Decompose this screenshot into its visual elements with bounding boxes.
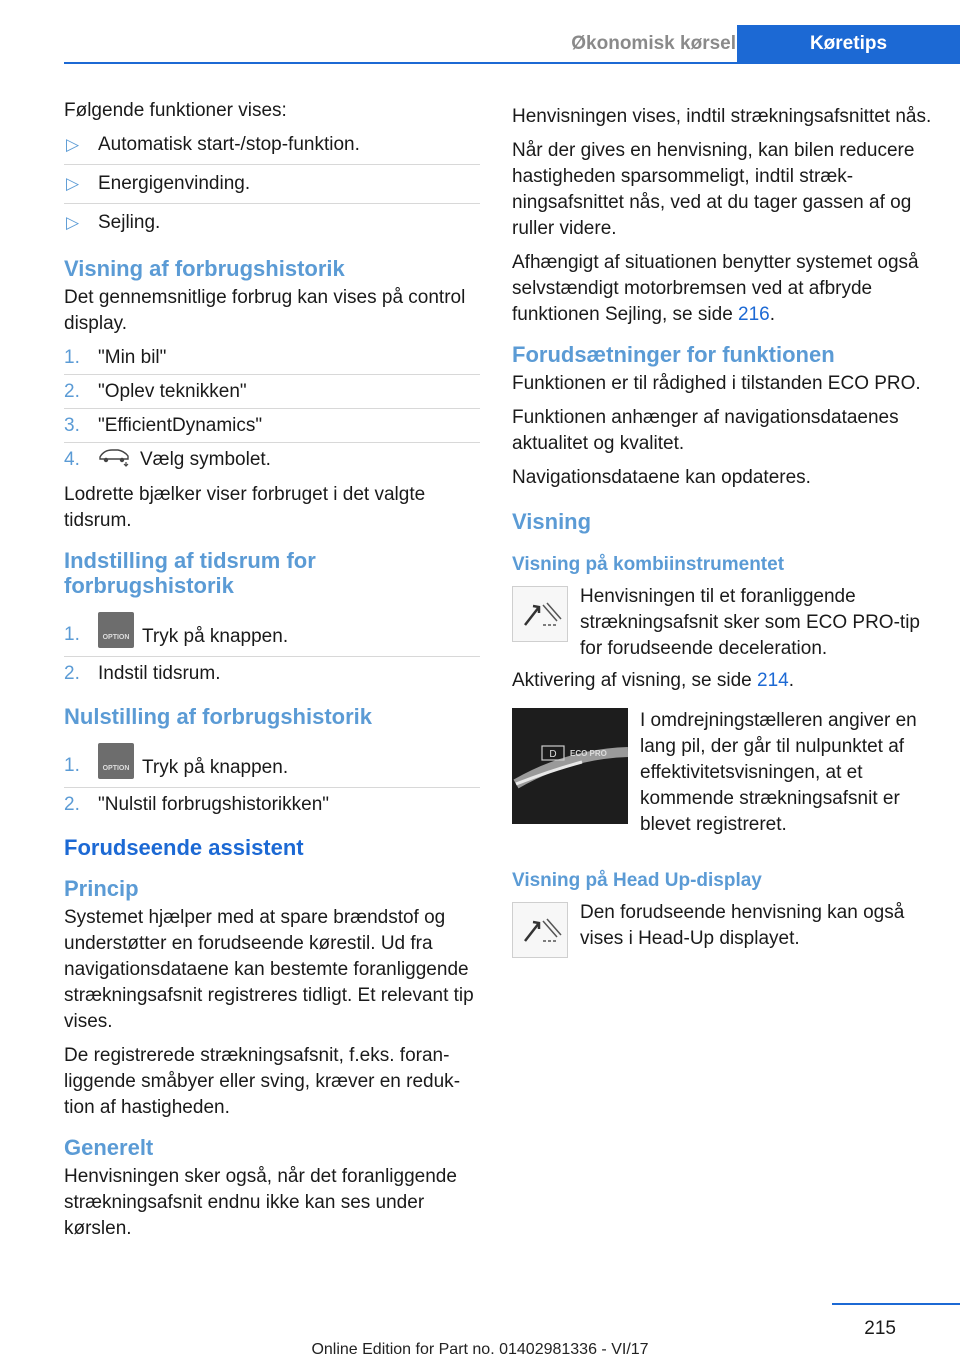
paragraph: Henvisningen til et foranliggende strækningsafsnit sker som ECO PRO-tip for forudseende deceleration. [580,586,920,659]
list-item [64,379,480,409]
step-text: Indstil tidsrum. [98,663,221,684]
road-curve-warning-icon [512,586,568,642]
right-column [512,104,932,964]
left-column [64,98,480,1250]
triangle-bullet-icon: ▷ [66,135,80,154]
paragraph-text: Aktivering af visning, se side [512,670,758,691]
paragraph: Funktionen anhænger af navigationsdataenes aktualitet og kvalitet. [512,407,899,454]
page-number: 215 [864,1318,896,1339]
header-rule [64,62,960,64]
list-item [64,210,480,242]
step-text: Tryk på knappen. [142,626,289,647]
list-item [64,132,480,165]
paragraph: Systemet hjælper med at spare brændstof og understøtter en forudseende kørestil. Ud fra navigationsdataene kan bestemte foranliggende strækningsafsnit registreres tidligt. Et relevant tip vises. [64,907,474,1032]
list-item [64,661,480,690]
list-item [64,447,480,476]
step-number: 4. [64,449,80,470]
heading-kombiinstrument: Visning på kombiinstrumentet [512,554,785,575]
option-button-icon [98,743,134,779]
list-item-text: Automatisk start-/stop-funktion. [98,134,360,155]
steps-forbrug [64,345,480,476]
paragraph [512,250,932,328]
heading-forudsaetninger: Forudsætninger for funktionen [512,342,835,367]
list-item-text: Energigenvinding. [98,173,251,194]
list-item [64,792,480,821]
paragraph [512,668,932,694]
steps-nulstil [64,743,480,821]
step-text: Tryk på knappen. [142,757,289,778]
step-text: "EfficientDynamics" [98,415,263,436]
paragraph: Det gennemsnitlige forbrug kan vises på control display. [64,287,466,334]
paragraph-text: . [769,304,776,325]
step-text: "Nulstil forbrugshistorikken" [98,794,330,815]
heading-generelt: Generelt [64,1135,154,1160]
function-list [64,132,480,242]
step-number: 1. [64,624,80,645]
page-header [0,0,960,62]
car-consumption-icon [98,447,132,467]
gauge-mode-label: ECO PRO [570,749,607,758]
heading-visning: Visning [512,509,592,534]
steps-tidsrum [64,612,480,690]
step-text: "Oplev teknikken" [98,381,247,402]
heading-nulstilling: Nulstilling af forbrugshistorik [64,704,373,729]
gauge-gear-label: D [549,749,557,760]
intro-text: Følgende funktioner vises: [64,100,287,121]
option-button-label: OPTION [102,634,130,641]
footer-rule [832,1303,960,1305]
step-number: 2. [64,794,80,815]
page-link-214[interactable]: 214 [757,670,789,691]
step-number: 1. [64,347,80,368]
page-link-216[interactable]: 216 [738,304,770,325]
paragraph-text: . [788,670,794,691]
list-item [64,743,480,788]
heading-tidsrum: Indstilling af tidsrum for forbrugshistorik [64,548,316,598]
chapter-tab[interactable]: Køretips [737,25,960,62]
heading-forbrugshistorik: Visning af forbrugshistorik [64,256,345,281]
section-title: Økonomisk kørsel [571,33,736,54]
paragraph: Når der gives en henvisning, kan bilen reducere hastigheden sparsommeligt, indtil strækningsafsnittet nås, ved at du tager gassen af og ruller videre. [512,140,915,239]
step-text: Vælg symbolet. [140,449,271,470]
triangle-bullet-icon: ▷ [66,174,80,193]
kombi-row [512,584,932,662]
option-button-icon [98,612,134,648]
paragraph: De registrerede strækningsafsnit, f.eks. foranliggende småbyer eller sving, kræver en reduktion af hastigheden. [64,1045,461,1118]
list-item [64,612,480,657]
list-item [64,345,480,375]
list-item [64,413,480,443]
list-item [64,171,480,204]
heading-princip: Princip [64,876,139,901]
triangle-bullet-icon: ▷ [66,213,80,232]
paragraph: Henvisningen sker også, når det foranliggende strækningsafsnit endnu ikke kan ses under kørslen. [64,1166,457,1239]
paragraph-text: Afhængigt af situationen benytter systemet også selvstændigt motorbremsen ved at afbryde funktionen Sejling, se side [512,252,919,325]
step-number: 2. [64,381,80,402]
step-number: 3. [64,415,80,436]
paragraph: Funktionen er til rådighed i tilstanden ECO PRO. [512,373,921,394]
paragraph: Henvisningen vises, indtil strækningsafsnittet nås. [512,106,932,127]
step-number: 1. [64,755,80,776]
edition-note: Online Edition for Part no. 01402981336 - VI/17 [311,1341,649,1358]
hud-row [512,900,932,958]
paragraph: Den forudseende henvisning kan også vises i Head-Up displayet. [580,902,905,949]
heading-head-up: Visning på Head Up-display [512,870,762,891]
gauge-row [512,708,932,838]
paragraph: Lodrette bjælker viser forbruget i det valgte tidsrum. [64,484,426,531]
step-text: "Min bil" [98,347,167,368]
list-item-text: Sejling. [98,212,161,233]
heading-forudseende-assistent: Forudseende assistent [64,835,304,860]
road-curve-warning-icon [512,902,568,958]
paragraph: Navigationsdataene kan opdateres. [512,467,811,488]
rev-counter-image [512,708,628,824]
step-number: 2. [64,663,80,684]
option-button-label: OPTION [102,765,130,772]
paragraph: I omdrejningstælleren angiver en lang pil, der går til nulpunktet af effektivitetsvisningen, at et kommende strækningsafsnit er blevet registreret. [640,710,917,835]
